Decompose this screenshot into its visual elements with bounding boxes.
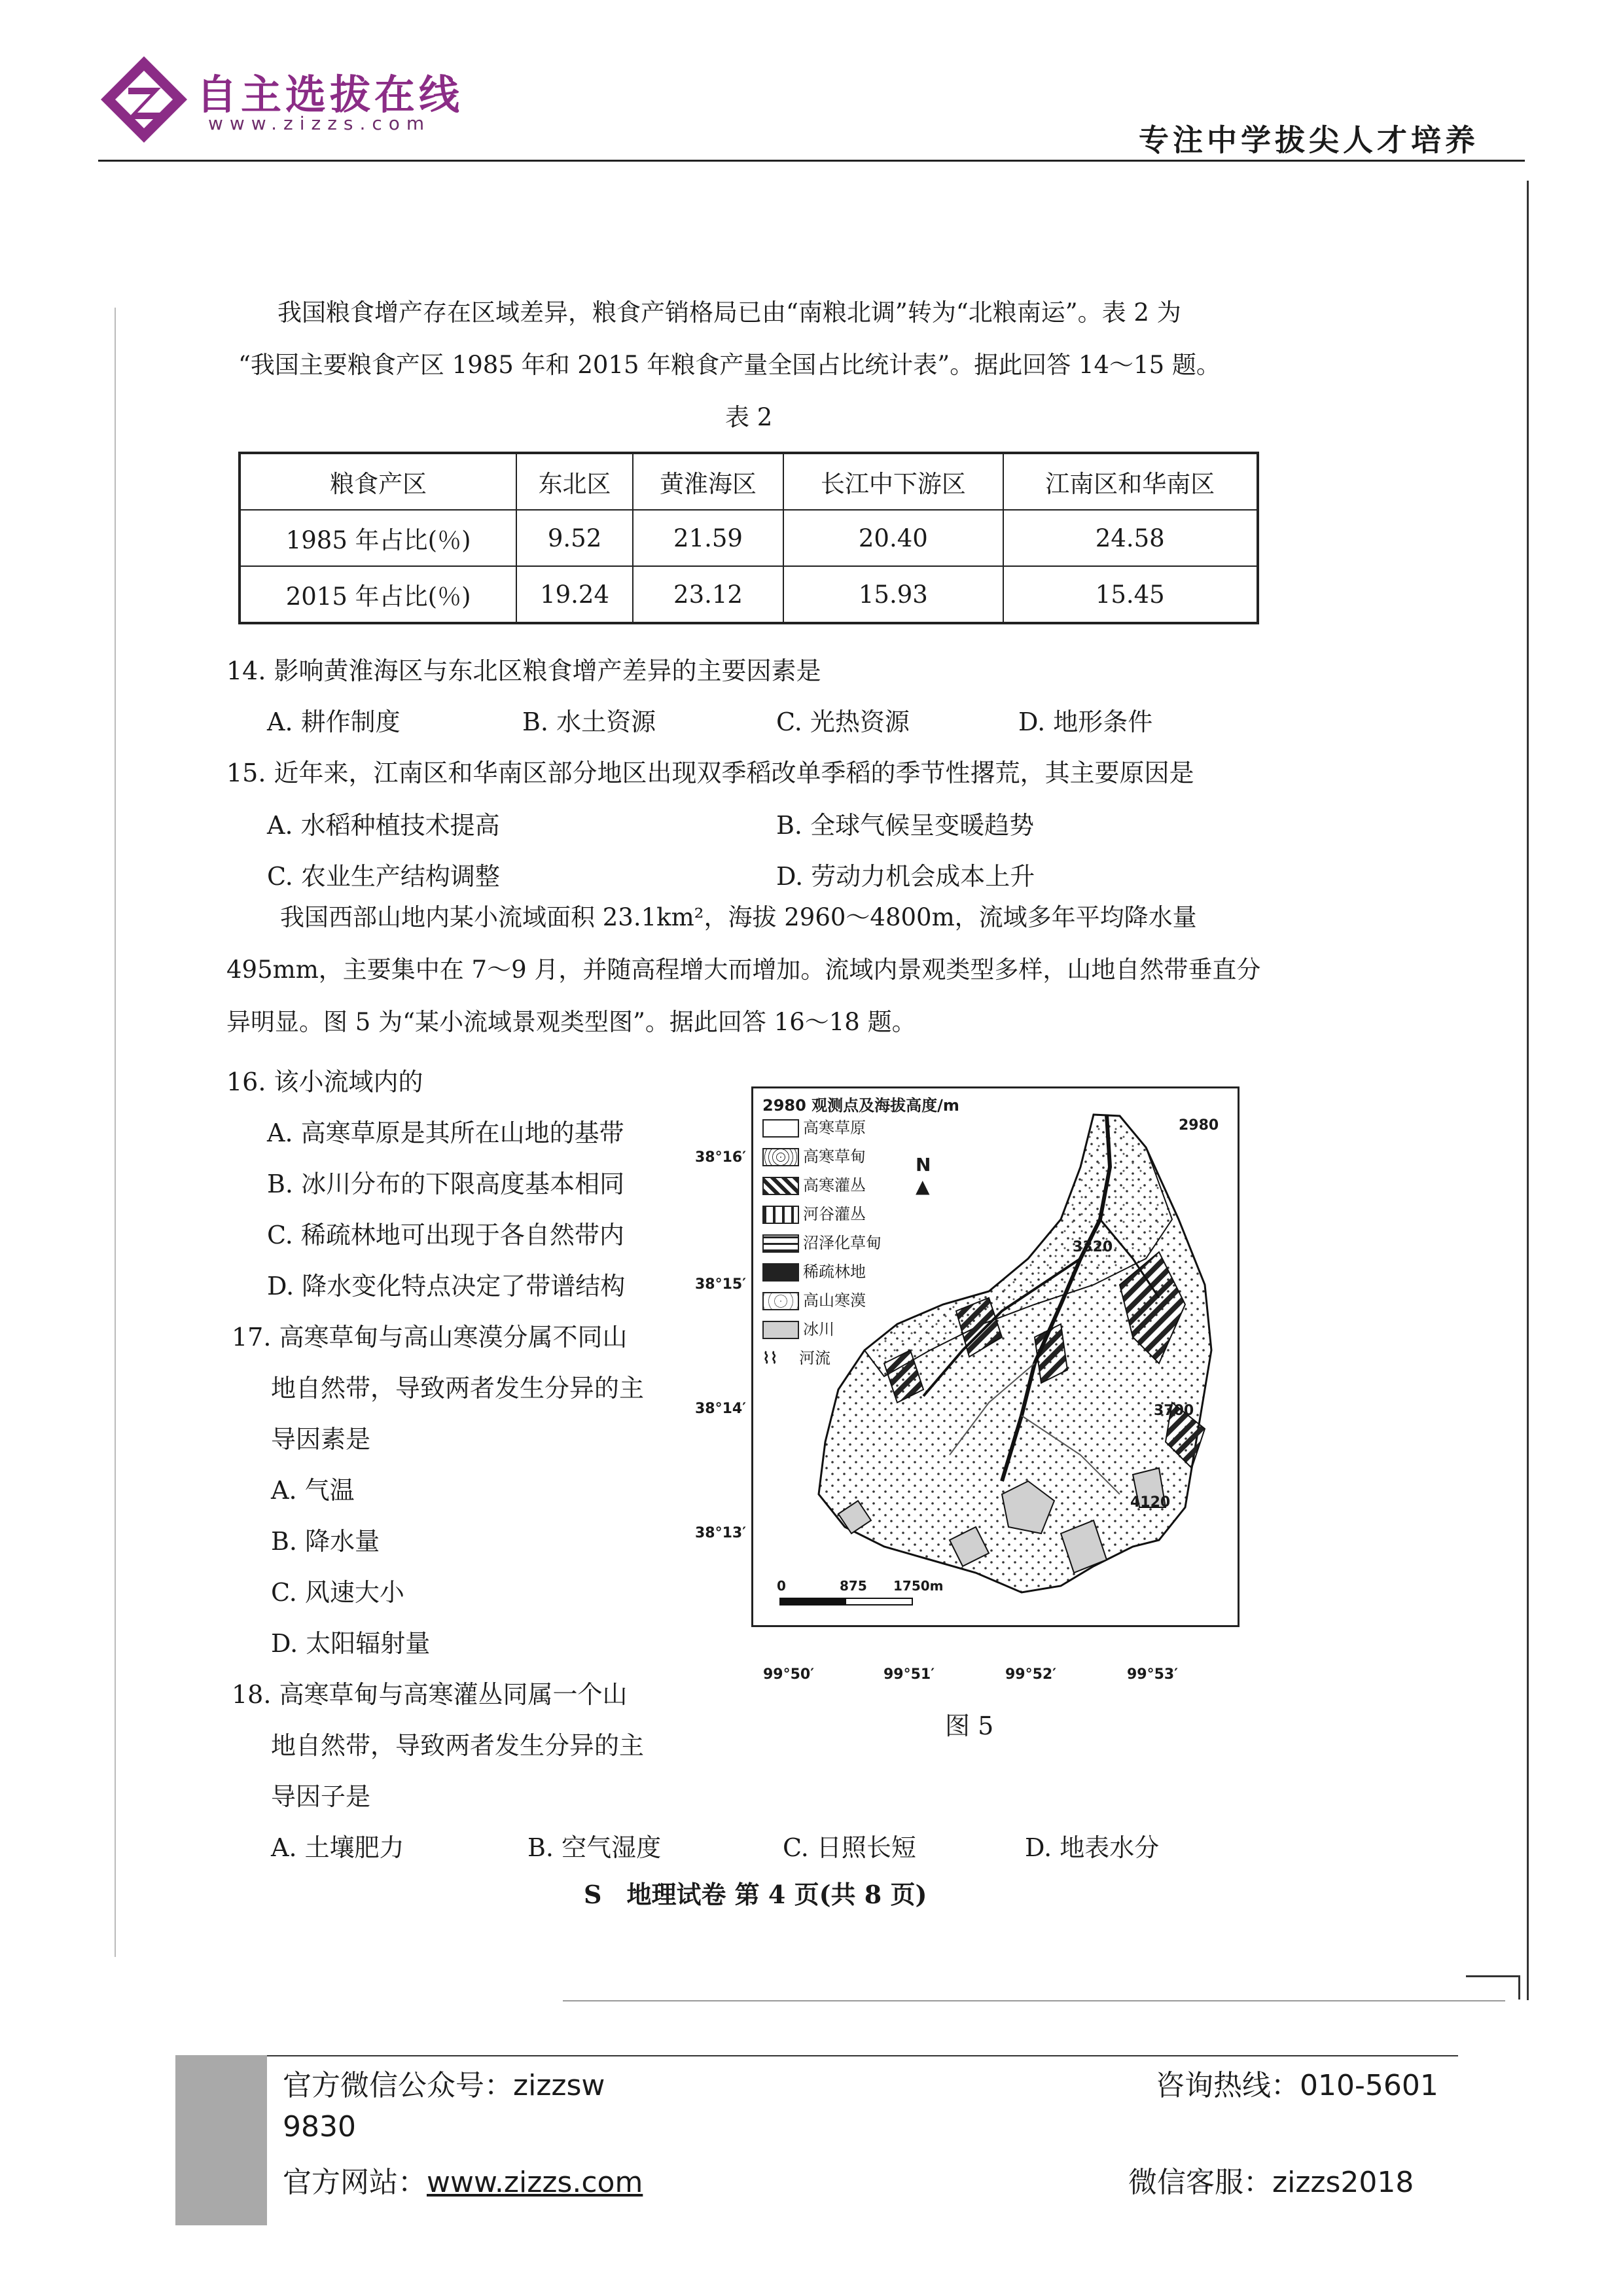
q17-option-d: D. 太阳辐射量 (271, 1629, 431, 1658)
intro-line-2: “我国主要粮食产区 1985 年和 2015 年粮食产量全国占比统计表”。据此回答 14～15 题。 (238, 351, 1221, 379)
legend-label: 高寒灌丛 (803, 1176, 866, 1194)
table-cell: 24.58 (1003, 510, 1258, 566)
scale-label: 1750m (893, 1578, 944, 1594)
question-17-stem-line-2: 地自然带，导致两者发生分异的主 (271, 1374, 645, 1403)
legend-item (762, 1316, 834, 1336)
q18-option-b: B. 空气湿度 (527, 1833, 662, 1862)
table-header-cell: 粮食产区 (240, 453, 516, 510)
latitude-label: 38°13′ (695, 1525, 747, 1541)
longitude-label: 99°50′ (763, 1666, 815, 1683)
elevation-label: 2980 (1179, 1117, 1219, 1134)
legend-label: 高寒草原 (803, 1119, 866, 1137)
brand-name: 自主选拔在线 (196, 71, 464, 118)
longitude-label: 99°53′ (1127, 1666, 1179, 1683)
q18-option-d: D. 地表水分 (1025, 1833, 1160, 1862)
table-cell: 1985 年占比(％) (240, 510, 516, 566)
table-header-cell: 长江中下游区 (783, 453, 1003, 510)
footer-gray-block (175, 2055, 267, 2225)
table-cell: 21.59 (633, 510, 783, 566)
latitude-label: 38°15′ (695, 1276, 747, 1293)
q16-option-d: D. 降水变化特点决定了带谱结构 (267, 1272, 626, 1300)
longitude-label: 99°52′ (1005, 1666, 1057, 1683)
legend-item (762, 1287, 866, 1310)
legend-item (762, 1143, 866, 1166)
legend-label: 沼泽化草甸 (803, 1234, 882, 1252)
north-arrow-icon: N ▲ (916, 1154, 931, 1197)
legend-label: 冰川 (803, 1320, 834, 1338)
question-18-stem-line-3: 导因子是 (271, 1782, 371, 1811)
elevation-label: 3320 (1073, 1239, 1113, 1255)
brand-url: www.zizzs.com (208, 113, 431, 134)
intro2-line-3: 异明显。图 5 为“某小流域景观类型图”。据此回答 16～18 题。 (226, 1008, 916, 1036)
scale-label: 0 (777, 1578, 786, 1594)
elevation-label: 4120 (1130, 1494, 1171, 1511)
elevation-label: 3700 (1154, 1403, 1194, 1419)
sparse-forest-swatch-icon (762, 1263, 799, 1282)
q14-option-b: B. 水土资源 (522, 708, 656, 736)
valley-shrub-swatch-icon (762, 1206, 799, 1224)
q15-option-d: D. 劳动力机会成本上升 (776, 862, 1035, 891)
legend-item (762, 1230, 882, 1252)
bottom-scan-line (563, 2000, 1505, 2001)
alpine-desert-swatch-icon (762, 1292, 799, 1310)
swamp-meadow-swatch-icon (762, 1234, 799, 1253)
shrub-swatch-icon (762, 1177, 799, 1195)
question-16-stem: 16. 该小流域内的 (226, 1067, 423, 1096)
scale-label: 875 (840, 1578, 867, 1594)
q17-option-c: C. 风速大小 (271, 1578, 404, 1607)
footer-wechat-service: 微信客服：zizzs2018 (1128, 2166, 1414, 2199)
footer-wechat-line-1: 官方微信公众号：zizzsw (283, 2069, 605, 2102)
corner-mark (1466, 1975, 1520, 2000)
legend-item (762, 1201, 866, 1221)
legend-label: 高寒草甸 (803, 1147, 866, 1166)
map-legend-title: 2980 观测点及海拔高度/m (762, 1096, 959, 1115)
latitude-label: 38°16′ (695, 1149, 747, 1166)
q17-option-a: A. 气温 (271, 1476, 355, 1505)
page-number: S 地理试卷 第 4 页(共 8 页) (584, 1880, 927, 1909)
footer-wechat-line-2: 9830 (283, 2110, 356, 2144)
q16-option-c: C. 稀疏林地可出现于各自然带内 (267, 1221, 624, 1249)
landscape-map (751, 1086, 1240, 1627)
q16-option-a: A. 高寒草原是其所在山地的基带 (267, 1119, 624, 1147)
footer-website-label: 官方网站： (283, 2166, 427, 2199)
q17-option-b: B. 降水量 (271, 1527, 380, 1556)
scale-bar (779, 1598, 913, 1605)
q14-option-c: C. 光热资源 (776, 708, 910, 736)
q18-option-a: A. 土壤肥力 (271, 1833, 404, 1862)
question-18-stem-line-1: 18. 高寒草甸与高寒灌丛同属一个山 (232, 1680, 628, 1709)
header-slogan: 专注中学拔尖人才培养 (1139, 122, 1479, 158)
legend-title (762, 1092, 959, 1115)
glacier-swatch-icon (762, 1321, 799, 1339)
grain-table (238, 452, 1259, 624)
longitude-label: 99°51′ (883, 1666, 935, 1683)
brand-logo-icon (98, 54, 190, 145)
legend-label: 河谷灌丛 (803, 1205, 866, 1223)
footer-hotline: 咨询热线：010-5601 (1156, 2069, 1438, 2102)
river-swatch-icon: ⌇⌇ (762, 1349, 778, 1367)
q15-option-c: C. 农业生产结构调整 (267, 862, 500, 891)
table-header-cell: 江南区和华南区 (1003, 453, 1258, 510)
q16-option-b: B. 冰川分布的下限高度基本相同 (267, 1170, 625, 1198)
page-scan-edge-left (115, 308, 116, 1957)
grassland-swatch-icon (762, 1119, 799, 1138)
q15-option-b: B. 全球气候呈变暖趋势 (776, 811, 1035, 840)
question-17-stem-line-1: 17. 高寒草甸与高山寒漠分属不同山 (232, 1323, 628, 1352)
table-cell: 2015 年占比(％) (240, 566, 516, 623)
question-17-stem-line-3: 导因素是 (271, 1425, 371, 1454)
page-scan-edge (1527, 181, 1529, 2000)
intro2-line-1: 我国西部山地内某小流域面积 23.1km²，海拔 2960～4800m，流域多年平均降水量 (280, 903, 1197, 931)
table-cell: 23.12 (633, 566, 783, 623)
meadow-swatch-icon (762, 1148, 799, 1166)
footer-divider (267, 2055, 1458, 2056)
table-cell: 20.40 (783, 510, 1003, 566)
intro-line-1: 我国粮食增产存在区域差异，粮食产销格局已由“南粮北调”转为“北粮南运”。表 2 为 (277, 298, 1181, 327)
table-cell: 9.52 (516, 510, 633, 566)
q14-option-a: A. 耕作制度 (267, 708, 401, 736)
table-header-cell: 东北区 (516, 453, 633, 510)
table-cell: 19.24 (516, 566, 633, 623)
legend-label: 稀疏林地 (803, 1263, 866, 1281)
figure-caption: 图 5 (945, 1712, 994, 1740)
footer-website-link[interactable]: www.zizzs.com (427, 2166, 643, 2199)
table-header-cell: 黄淮海区 (633, 453, 783, 510)
legend-item (762, 1259, 866, 1281)
table-row (240, 566, 1258, 623)
footer-website (283, 2159, 643, 2200)
legend-item (762, 1115, 866, 1137)
q18-option-c: C. 日照长短 (783, 1833, 916, 1862)
table-cell: 15.93 (783, 566, 1003, 623)
question-15-stem: 15. 近年来，江南区和华南区部分地区出现双季稻改单季稻的季节性撂荒，其主要原因是 (226, 759, 1194, 787)
table-caption: 表 2 (725, 403, 773, 431)
intro2-line-2: 495mm，主要集中在 7～9 月，并随高程增大而增加。流域内景观类型多样，山地自然带垂直分 (226, 956, 1261, 984)
table-row (240, 510, 1258, 566)
table-cell: 15.45 (1003, 566, 1258, 623)
question-14-stem: 14. 影响黄淮海区与东北区粮食增产差异的主要因素是 (226, 656, 821, 685)
table-header-row (240, 453, 1258, 510)
legend-label: 河流 (799, 1349, 830, 1367)
legend-item (762, 1172, 866, 1192)
q14-option-d: D. 地形条件 (1018, 708, 1153, 736)
header-divider (98, 160, 1525, 162)
question-18-stem-line-2: 地自然带，导致两者发生分异的主 (271, 1731, 645, 1760)
legend-item (762, 1345, 830, 1365)
legend-label: 高山寒漠 (803, 1291, 866, 1310)
q15-option-a: A. 水稻种植技术提高 (267, 811, 500, 840)
latitude-label: 38°14′ (695, 1401, 747, 1417)
